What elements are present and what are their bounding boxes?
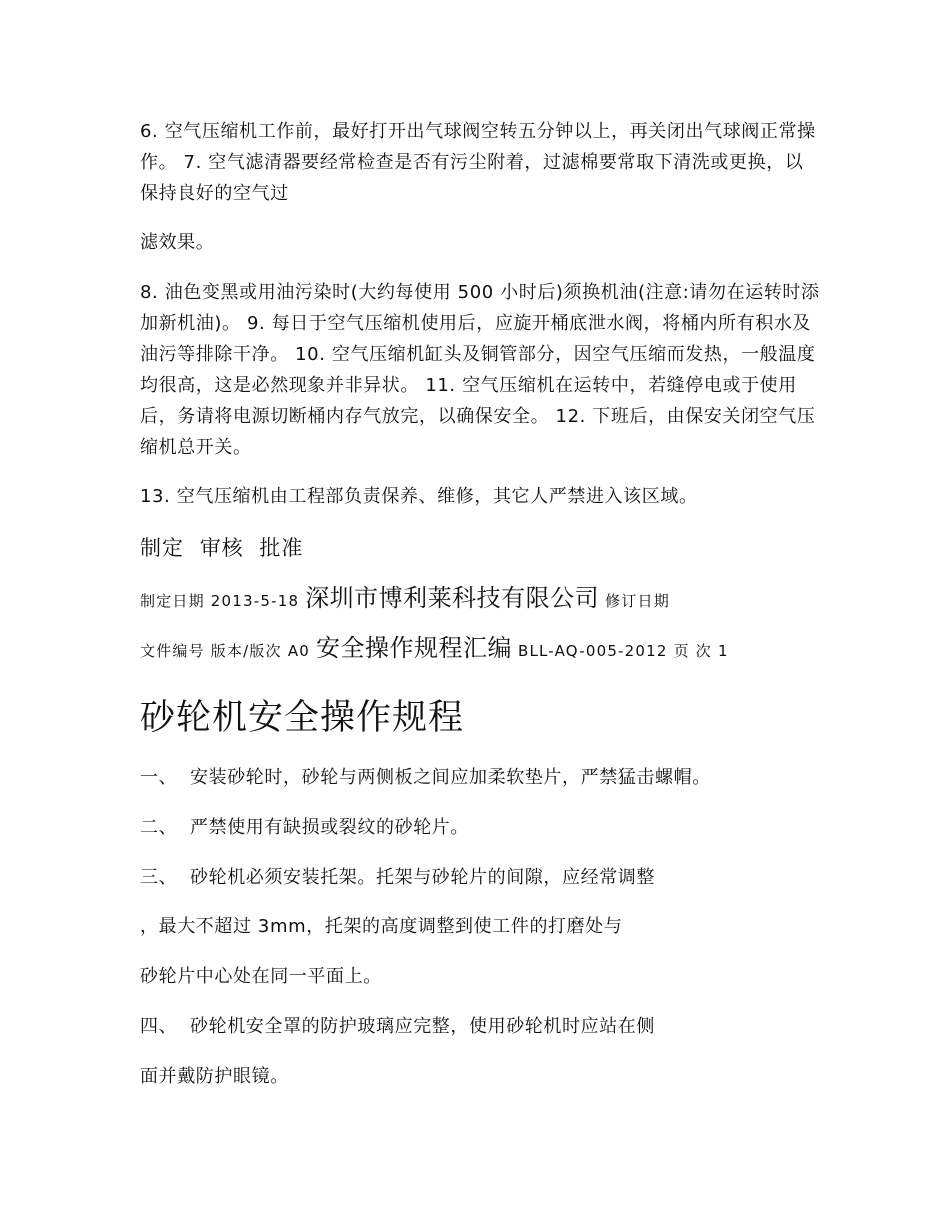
compilation-title: 安全操作规程汇编 bbox=[316, 634, 512, 662]
list-item bbox=[140, 1011, 820, 1042]
signature-row bbox=[140, 533, 820, 564]
doc-code: BLL-AQ-005-2012 bbox=[517, 642, 668, 660]
list-item-number: 三、 bbox=[140, 867, 178, 888]
meta-row-docno bbox=[140, 633, 820, 667]
approve-label: 批准 bbox=[259, 536, 304, 560]
version-value: A0 bbox=[287, 642, 311, 660]
list-item-continuation: 砂轮片中心处在同一平面上。 bbox=[140, 966, 382, 987]
paragraph-steps-8-12: 8. 油色变黑或用油污染时(大约每使用 500 小时后)须换机油(注意:请勿在运转时添加新机油)。 9. 每日于空气压缩机使用后，应旋开桶底泄水阀，将桶内所有积水及油污等排除干净。 10. 空气压缩机缸头及铜管部分，因空气压缩而发热，一般温度均很高，这是必然现象并非异状。 11. 空气压缩机在运转中，若缝停电或于使用后，务请将电源切断桶内存气放完，以确保安全。 12. 下班后，由保安关闭空气压缩机总开关。 bbox=[140, 282, 820, 458]
meta-row-date bbox=[140, 583, 820, 617]
list-item-continuation: ，最大不超过 3mm，托架的高度调整到使工件的打磨处与 bbox=[140, 916, 623, 937]
list-item-text: 砂轮机安全罩的防护玻璃应完整，使用砂轮机时应站在侧 bbox=[190, 1016, 655, 1037]
paragraph-filter-effect: 滤效果。 bbox=[140, 232, 215, 253]
paragraph-steps-6-7: 6. 空气压缩机工作前，最好打开出气球阀空转五分钟以上，再关闭出气球阀正常操作。 7. 空气滤清器要经常检查是否有污尘附着，过滤棉要常取下清洗或更换，以保持良好的空气过 bbox=[140, 121, 816, 204]
list-item-text: 严禁使用有缺损或裂纹的砂轮片。 bbox=[190, 817, 469, 838]
paragraph-step-13: 13. 空气压缩机由工程部负责保养、维修，其它人严禁进入该区域。 bbox=[140, 486, 698, 507]
page-label: 页 次 bbox=[673, 642, 712, 660]
draft-label: 制定 bbox=[140, 536, 184, 560]
date-label: 制定日期 bbox=[140, 592, 205, 610]
company-name: 深圳市博利莱科技有限公司 bbox=[305, 584, 600, 612]
list-item-number: 一、 bbox=[140, 767, 178, 788]
list-item-number: 四、 bbox=[140, 1016, 178, 1037]
date-value: 2013-5-18 bbox=[210, 592, 300, 610]
list-item-text: 砂轮机必须安装托架。托架与砂轮片的间隙，应经常调整 bbox=[190, 867, 655, 888]
page-value: 1 bbox=[717, 642, 729, 660]
doc-no-label: 文件编号 bbox=[140, 642, 205, 660]
list-item-number: 二、 bbox=[140, 817, 178, 838]
list-item bbox=[140, 862, 820, 893]
list-item bbox=[140, 762, 820, 793]
version-label: 版本/版次 bbox=[210, 642, 282, 660]
list-item bbox=[140, 812, 820, 843]
review-label: 审核 bbox=[199, 536, 244, 560]
section-title: 砂轮机安全操作规程 bbox=[140, 698, 465, 738]
document-page bbox=[140, 0, 820, 1230]
list-item-continuation: 面并戴防护眼镜。 bbox=[140, 1066, 289, 1087]
list-item-text: 安装砂轮时，砂轮与两侧板之间应加柔软垫片，严禁猛击螺帽。 bbox=[190, 767, 711, 788]
revision-date-label: 修订日期 bbox=[605, 592, 670, 610]
